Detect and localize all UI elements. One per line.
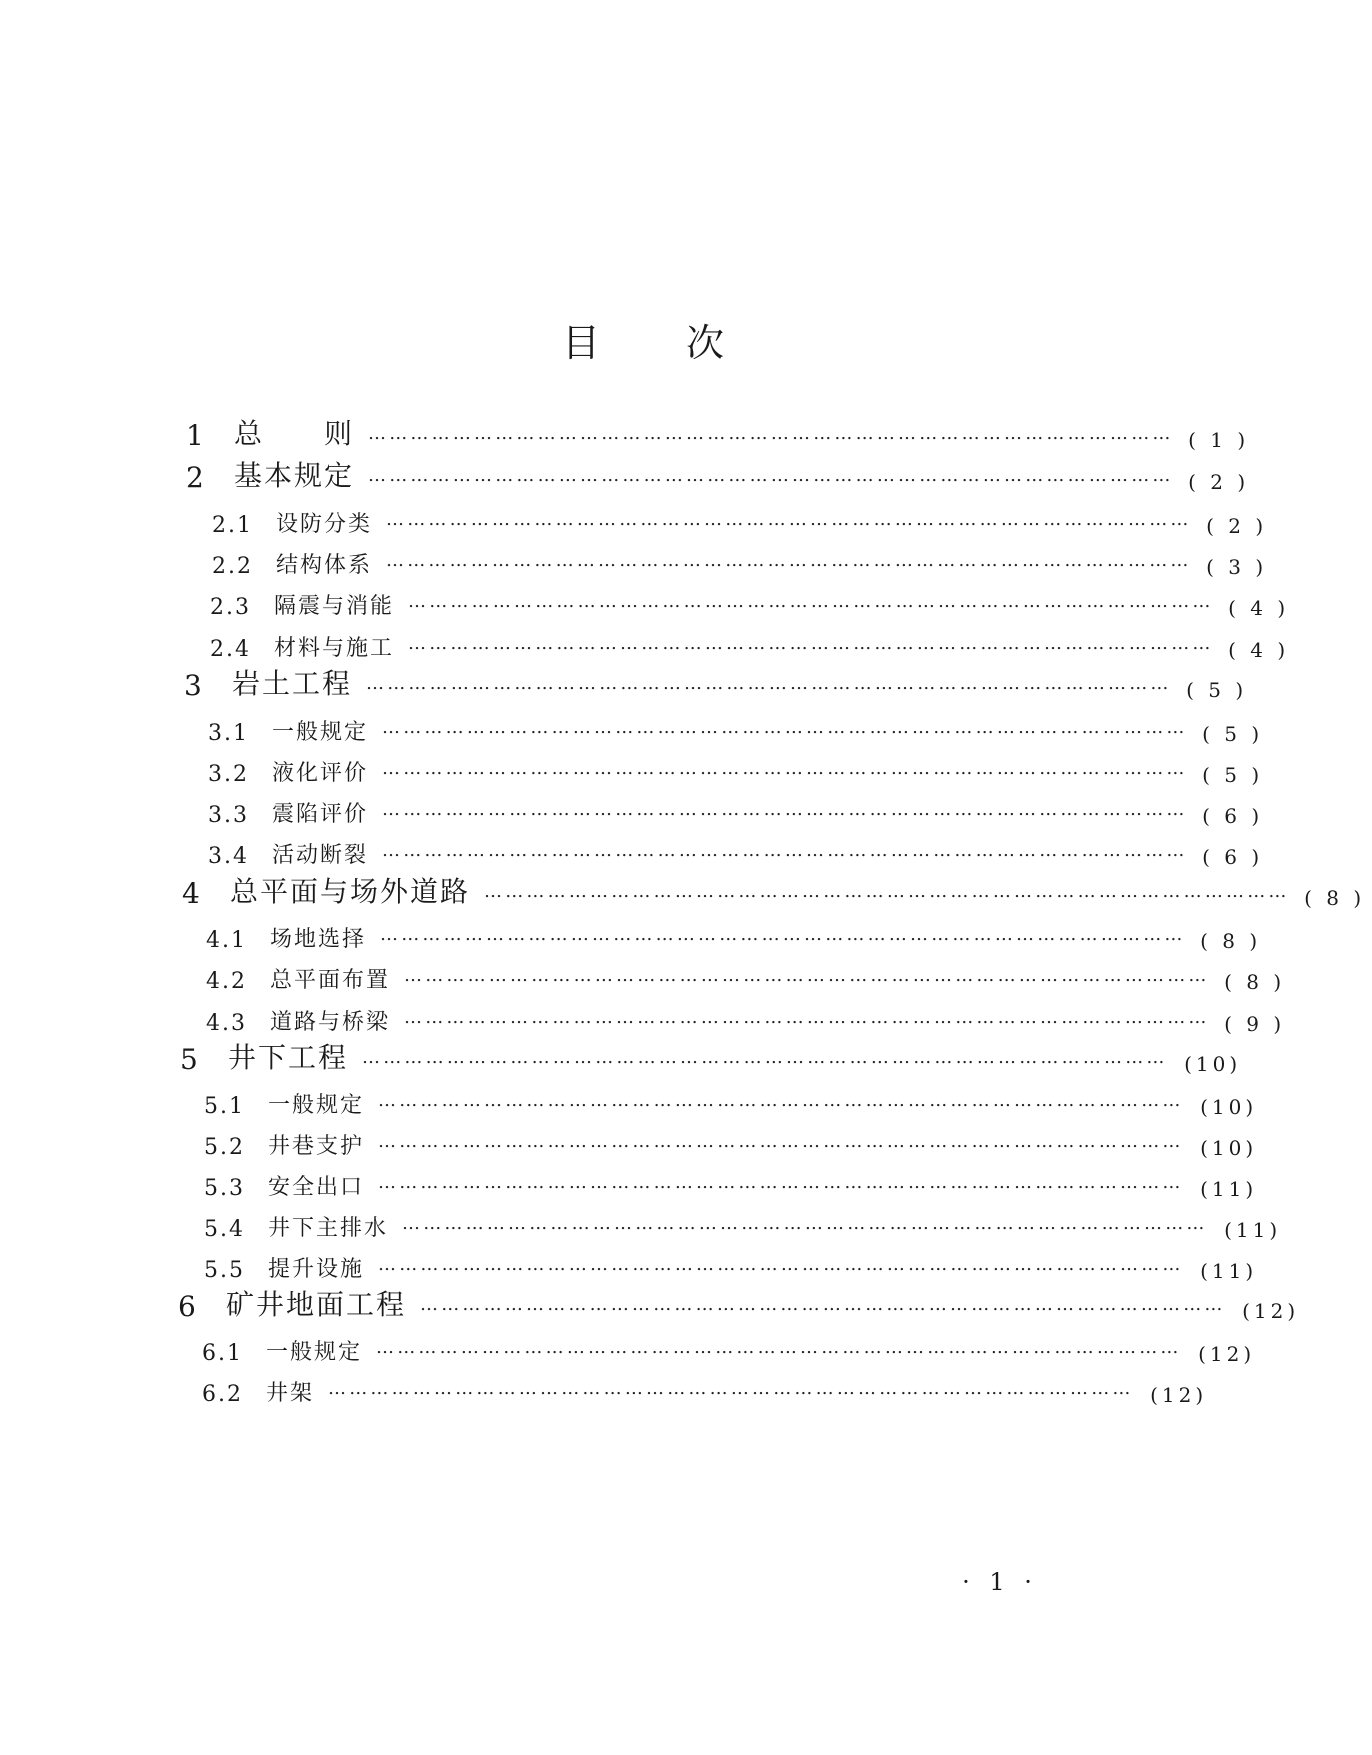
toc-page: (12) [1242,1299,1300,1323]
toc-title: 结构体系 [276,553,373,578]
leader-dots: …………………………………………………………………………………………………… [386,509,1192,530]
toc-title: 矿井地面工程 [226,1288,407,1321]
toc-entry-6[interactable] [178,1283,1300,1323]
toc-number: 4 [182,877,200,910]
toc-title: 提升设施 [268,1257,365,1282]
toc-title: 一般规定 [266,1340,363,1365]
toc-number: 4.2 [206,969,247,994]
toc-title: 道路与桥梁 [270,1010,391,1035]
toc-number: 2 [186,461,204,494]
toc-number: 2.3 [210,595,251,620]
toc-page: (11) [1200,1177,1258,1201]
toc-entry-5[interactable] [180,1036,1242,1076]
title-char-2: 次 [686,321,725,365]
toc-page: ( 5 ) [1202,763,1264,787]
toc-title: 隔震与消能 [274,594,395,619]
toc-title: 安全出口 [268,1175,365,1200]
leader-dots: …………………………………………………………………………………………………… [368,465,1174,486]
toc-page: ( 5 ) [1186,678,1248,702]
toc-page: ( 6 ) [1202,845,1264,869]
toc-page: (10) [1200,1136,1258,1160]
leader-dots: …………………………………………………………………………………………………… [404,1007,1210,1028]
toc-entry-3-3[interactable] [208,788,1264,828]
toc-entry-3[interactable] [184,662,1248,702]
toc-page: ( 8 ) [1304,886,1366,910]
toc-number: 2.1 [212,513,253,538]
toc-title: 井巷支护 [268,1134,365,1159]
toc-title: 一般规定 [268,1093,365,1118]
toc-title: 设防分类 [276,512,373,537]
toc-entry-3-2[interactable] [208,747,1264,787]
toc-title: 井架 [266,1381,315,1406]
leader-dots: …………………………………………………………………………………………………… [420,1294,1226,1315]
leader-dots: …………………………………………………………………………………………………… [378,1254,1184,1275]
toc-number: 5.2 [204,1135,245,1160]
toc-page: (11) [1200,1259,1258,1283]
toc-entry-4-3[interactable] [206,996,1286,1036]
toc-page: ( 2 ) [1188,470,1250,494]
toc-number: 1 [186,419,204,452]
leader-dots: …………………………………………………………………………………………………… [382,840,1188,861]
toc-title: 岩土工程 [232,667,353,700]
toc-title: 基本规定 [234,459,355,492]
toc-entry-5-1[interactable] [204,1079,1258,1119]
leader-dots: …………………………………………………………………………………………………… [408,591,1214,612]
toc-number: 4.3 [206,1011,247,1036]
leader-dots: …………………………………………………………………………………………………… [378,1172,1184,1193]
toc-entry-2-3[interactable] [210,580,1290,620]
toc-entry-2-2[interactable] [212,539,1268,579]
toc-number: 5.5 [204,1258,245,1283]
leader-dots: …………………………………………………………………………………………………… [386,550,1192,571]
toc-entry-4-1[interactable] [206,913,1262,953]
toc-number: 3 [184,669,202,702]
toc-number: 3.4 [208,844,249,869]
toc-page: (10) [1184,1052,1242,1076]
toc-page: (11) [1224,1218,1282,1242]
leader-dots: …………………………………………………………………………………………………… [368,423,1174,444]
toc-number: 6 [178,1290,196,1323]
leader-dots: …………………………………………………………………………………………………… [382,758,1188,779]
toc-number: 5.4 [204,1217,245,1242]
leader-dots: …………………………………………………………………………………………………… [378,1131,1184,1152]
toc-number: 3.1 [208,721,249,746]
toc-number: 5.3 [204,1176,245,1201]
leader-dots: …………………………………………………………………………………………………… [382,717,1188,738]
toc-number: 3.3 [208,803,249,828]
leader-dots: …………………………………………………………………………………………………… [402,1213,1208,1234]
toc-number: 3.2 [208,762,249,787]
leader-dots: …………………………………………………………………………………………………… [376,1337,1182,1358]
toc-title: 液化评价 [272,761,369,786]
toc-number: 5 [180,1043,198,1076]
toc-entry-2-1[interactable] [212,498,1268,538]
toc-page: (10) [1200,1095,1258,1119]
toc-page: ( 5 ) [1202,722,1264,746]
toc-number: 5.1 [204,1094,245,1119]
toc-number: 6.1 [202,1341,243,1366]
leader-dots: …………………………………………………………………………………………………… [366,673,1172,694]
toc-page: ( 2 ) [1206,514,1268,538]
toc-title: 活动断裂 [272,843,369,868]
toc-page: (12) [1198,1342,1256,1366]
toc-title: 总 则 [234,417,355,450]
toc-entry-5-3[interactable] [204,1161,1258,1201]
toc-entry-5-4[interactable] [204,1202,1282,1242]
toc-number: 2.4 [210,637,251,662]
toc-title: 总平面与场外道路 [230,875,471,908]
toc-page: ( 3 ) [1206,555,1268,579]
toc-entry-4-2[interactable] [206,954,1286,994]
toc-page: ( 8 ) [1200,929,1262,953]
toc-entry-3-1[interactable] [208,706,1264,746]
toc-entry-5-2[interactable] [204,1120,1258,1160]
toc-number: 4.1 [206,928,247,953]
toc-number: 6.2 [202,1382,243,1407]
toc-number: 2.2 [212,554,253,579]
toc-title: 井下主排水 [268,1216,389,1241]
leader-dots: …………………………………………………………………………………………………… [378,1090,1184,1111]
toc-entry-6-2[interactable] [202,1367,1208,1407]
toc-entry-2-4[interactable] [210,622,1290,662]
toc-entry-2[interactable] [186,454,1250,494]
toc-page: ( 6 ) [1202,804,1264,828]
toc-title: 材料与施工 [274,636,395,661]
toc-title: 震陷评价 [272,802,369,827]
leader-dots: …………………………………………………………………………………………………… [404,965,1210,986]
toc-page: ( 9 ) [1224,1012,1286,1036]
toc-title: 场地选择 [270,927,367,952]
toc-entry-5-5[interactable] [204,1243,1258,1283]
toc-entry-3-4[interactable] [208,829,1264,869]
leader-dots: …………………………………………………………………………………………………… [382,799,1188,820]
toc-page: ( 4 ) [1228,596,1290,620]
toc-page: ( 1 ) [1188,428,1250,452]
title-char-1: 目 [562,321,601,365]
toc-page: (12) [1150,1383,1208,1407]
leader-dots: …………………………………………………………………………………………………… [328,1378,1134,1399]
toc-title: 一般规定 [272,720,369,745]
leader-dots: …………………………………………………………………………………………………… [484,881,1290,902]
toc-title: 井下工程 [228,1041,349,1074]
toc-entry-4[interactable] [182,870,1366,910]
leader-dots: …………………………………………………………………………………………………… [362,1047,1168,1068]
page-number: · 1 · [962,1568,1038,1596]
leader-dots: …………………………………………………………………………………………………… [380,924,1186,945]
toc-entry-1[interactable] [186,412,1250,452]
leader-dots: …………………………………………………………………………………………………… [408,633,1214,654]
toc-entry-6-1[interactable] [202,1326,1256,1366]
toc-page: ( 4 ) [1228,638,1290,662]
toc-page: ( 8 ) [1224,970,1286,994]
toc-title: 总平面布置 [270,968,391,993]
